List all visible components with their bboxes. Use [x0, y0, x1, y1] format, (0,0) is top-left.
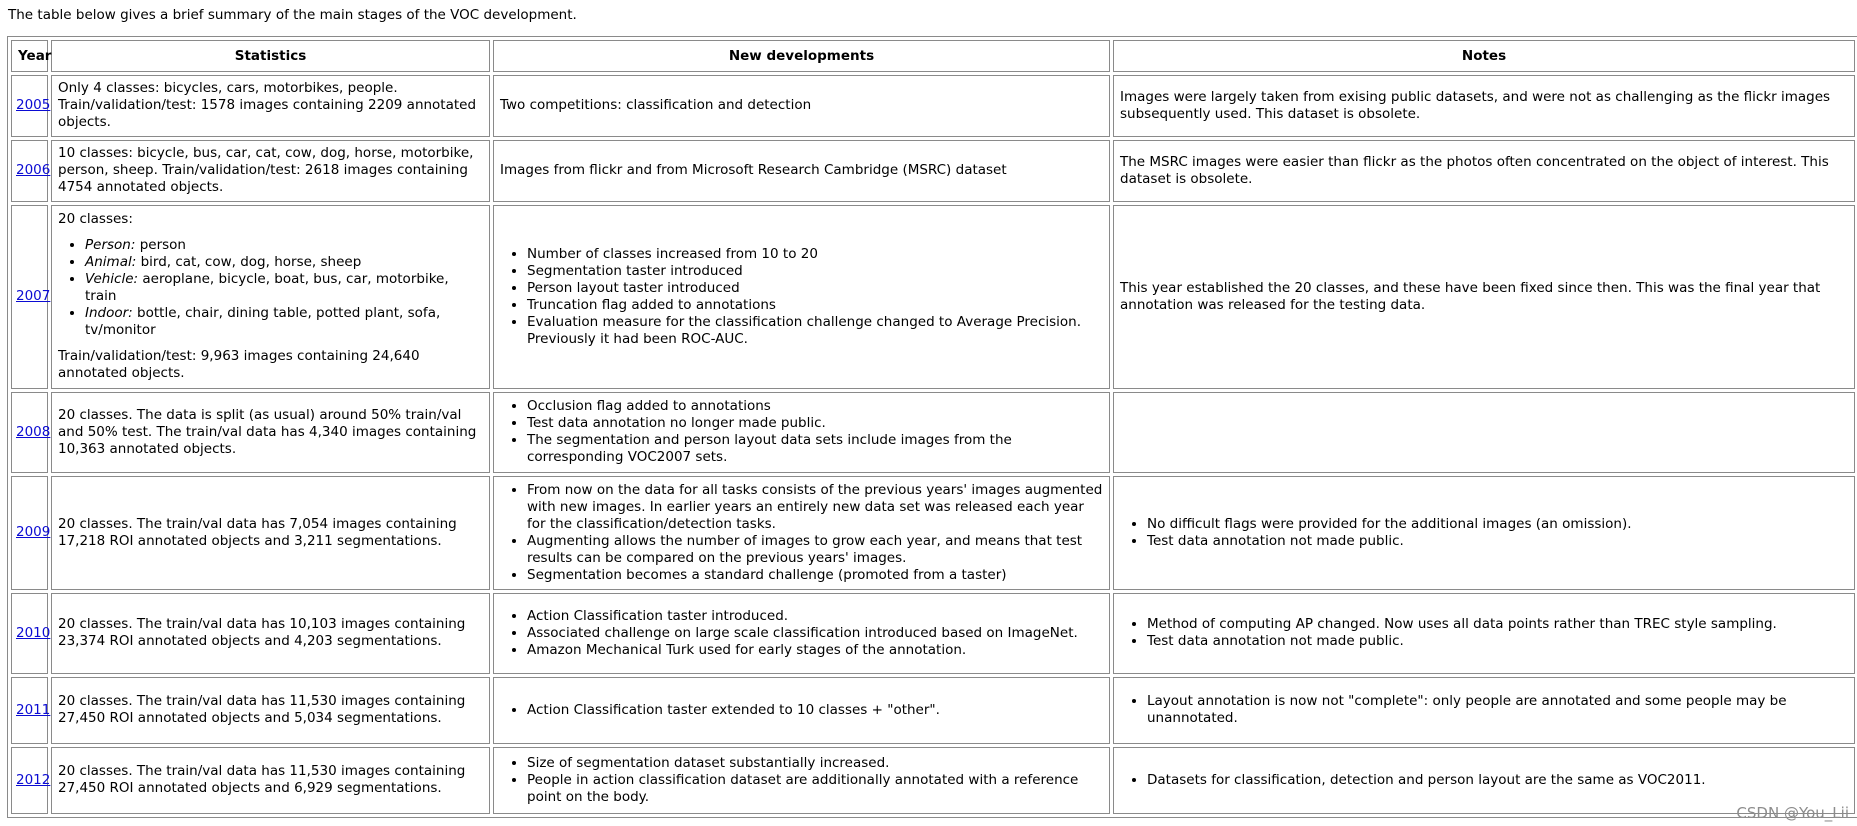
category-items: person: [139, 237, 186, 254]
statistics-intro: 20 classes:: [58, 211, 133, 228]
category-items: aeroplane, bicycle, boat, bus, car, motorbike, train: [85, 271, 449, 305]
statistics-cell: 20 classes. The train/val data has 7,054 images containing 17,218 ROI annotated objects and 3,211 segmentations.: [51, 476, 490, 590]
year-cell: [11, 747, 51, 814]
header-year: Year: [11, 40, 48, 72]
list-item: • Test data annotation not made public.: [1147, 533, 1848, 550]
notes-cell: [1113, 392, 1855, 473]
list-item: • Layout annotation is now not "complete": only people are annotated and some people may be unannotated.: [1147, 693, 1848, 727]
table-row: [11, 140, 1855, 202]
notes-list: [1120, 772, 1848, 789]
intro-text: The table below gives a brief summary of the main stages of the VOC development.: [8, 7, 577, 23]
header-new-developments: New developments: [493, 40, 1110, 72]
list-item: • Person layout taster introduced: [527, 280, 1103, 297]
list-item: • Occlusion flag added to annotations: [527, 398, 1103, 415]
statistics-outro: Train/validation/test: 9,963 images containing 24,640 annotated objects.: [58, 348, 420, 382]
list-item: • No difficult flags were provided for the additional images (an omission).: [1147, 516, 1848, 533]
class-category-list: [58, 237, 483, 339]
developments-list: [500, 702, 1103, 719]
list-item: • Action Classification taster extended to 10 classes + "other".: [527, 702, 1103, 719]
notes-list: [1120, 693, 1848, 727]
year-link-2011[interactable]: 2011: [16, 701, 51, 718]
table-row: [11, 677, 1855, 744]
year-cell: [11, 205, 51, 389]
developments-list: [500, 755, 1103, 806]
year-link-2010[interactable]: 2010: [16, 624, 51, 641]
year-cell: [11, 140, 51, 202]
list-item: • The segmentation and person layout data sets include images from the corresponding VOC2007 sets.: [527, 432, 1103, 466]
developments-list: [500, 398, 1103, 466]
table-row: [11, 747, 1855, 814]
year-cell: [11, 677, 51, 744]
list-item: • Datasets for classification, detection and person layout are the same as VOC2011.: [1147, 772, 1848, 789]
list-item: • Test data annotation no longer made public.: [527, 415, 1103, 432]
statistics-cell: 20 classes. The train/val data has 10,103 images containing 23,374 ROI annotated objects and 4,203 segmentations.: [51, 593, 490, 674]
developments-list: [500, 608, 1103, 659]
list-item: • Method of computing AP changed. Now uses all data points rather than TREC style sampling.: [1147, 616, 1848, 633]
category-name: Vehicle:: [85, 271, 139, 288]
year-link-2007[interactable]: 2007: [16, 288, 51, 305]
year-cell: [11, 476, 51, 590]
category-name: Animal:: [85, 254, 137, 271]
year-cell: [11, 593, 51, 674]
year-link-2005[interactable]: 2005: [16, 97, 51, 114]
list-item: • From now on the data for all tasks consists of the previous years' images augmented with new images. In earlier years an entirely new data set was released each year for the classification/detection tasks.: [527, 482, 1103, 533]
notes-cell: Images were largely taken from exising public datasets, and were not as challenging as the flickr images subsequently used. This dataset is obsolete.: [1113, 75, 1855, 137]
developments-cell: Two competitions: classification and detection: [493, 75, 1110, 137]
list-item: • Amazon Mechanical Turk used for early stages of the annotation.: [527, 642, 1103, 659]
statistics-cell: [51, 205, 490, 389]
table-row: [11, 392, 1855, 473]
notes-cell: This year established the 20 classes, and these have been fixed since then. This was the final year that annotation was released for the testing data.: [1113, 205, 1855, 389]
category-name: Person:: [85, 237, 136, 254]
category-name: Indoor:: [85, 305, 133, 322]
table-row: [11, 205, 1855, 389]
category-items: bird, cat, cow, dog, horse, sheep: [140, 254, 362, 271]
list-item: • Action Classification taster introduced.: [527, 608, 1103, 625]
notes-list: [1120, 616, 1848, 650]
statistics-cell: Only 4 classes: bicycles, cars, motorbikes, people. Train/validation/test: 1578 images containing 2209 annotated objects.: [51, 75, 490, 137]
developments-cell: [493, 205, 1110, 389]
notes-cell: [1113, 593, 1855, 674]
notes-cell: The MSRC images were easier than flickr as the photos often concentrated on the object of interest. This dataset is obsolete.: [1113, 140, 1855, 202]
list-item: • Test data annotation not made public.: [1147, 633, 1848, 650]
developments-cell: Images from flickr and from Microsoft Research Cambridge (MSRC) dataset: [493, 140, 1110, 202]
statistics-cell: 20 classes. The train/val data has 11,530 images containing 27,450 ROI annotated objects and 6,929 segmentations.: [51, 747, 490, 814]
developments-list: [500, 246, 1103, 348]
list-item: • Number of classes increased from 10 to 20: [527, 246, 1103, 263]
table-row: [11, 593, 1855, 674]
developments-cell: [493, 677, 1110, 744]
notes-cell: [1113, 677, 1855, 744]
voc-summary-table: [7, 36, 1857, 818]
list-item: [85, 305, 483, 339]
table-row: [11, 476, 1855, 590]
header-row: [11, 40, 1855, 72]
year-cell: [11, 392, 51, 473]
year-link-2009[interactable]: 2009: [16, 524, 51, 541]
table-row: [11, 75, 1855, 137]
statistics-cell: 10 classes: bicycle, bus, car, cat, cow, dog, horse, motorbike, person, sheep. Train/validation/test: 2618 images containing 4754 annotated objects.: [51, 140, 490, 202]
developments-list: [500, 482, 1103, 584]
header-notes: Notes: [1113, 40, 1855, 72]
list-item: • Size of segmentation dataset substantially increased.: [527, 755, 1103, 772]
developments-cell: [493, 747, 1110, 814]
list-item: • Truncation flag added to annotations: [527, 297, 1103, 314]
notes-cell: [1113, 476, 1855, 590]
category-items: bottle, chair, dining table, potted plant, sofa, tv/monitor: [85, 305, 441, 339]
header-statistics: Statistics: [51, 40, 490, 72]
statistics-cell: 20 classes. The train/val data has 11,530 images containing 27,450 ROI annotated objects and 5,034 segmentations.: [51, 677, 490, 744]
list-item: [85, 271, 483, 305]
list-item: • People in action classification dataset are additionally annotated with a reference point on the body.: [527, 772, 1103, 806]
year-link-2012[interactable]: 2012: [16, 771, 51, 788]
notes-list: [1120, 516, 1848, 550]
developments-cell: [493, 476, 1110, 590]
year-link-2006[interactable]: 2006: [16, 162, 51, 179]
developments-cell: [493, 593, 1110, 674]
list-item: [85, 254, 483, 271]
year-link-2008[interactable]: 2008: [16, 423, 51, 440]
list-item: • Augmenting allows the number of images to grow each year, and means that test results can be compared on the previous years' images.: [527, 533, 1103, 567]
year-cell: [11, 75, 51, 137]
list-item: • Evaluation measure for the classification challenge changed to Average Precision. Previously it had been ROC-AUC.: [527, 314, 1103, 348]
statistics-cell: 20 classes. The data is split (as usual) around 50% train/val and 50% test. The train/val data has 4,340 images containing 10,363 annotated objects.: [51, 392, 490, 473]
list-item: [85, 237, 483, 254]
developments-cell: [493, 392, 1110, 473]
watermark: CSDN @You_Lii: [1736, 804, 1849, 822]
list-item: • Segmentation becomes a standard challenge (promoted from a taster): [527, 567, 1103, 584]
list-item: • Segmentation taster introduced: [527, 263, 1103, 280]
list-item: • Associated challenge on large scale classification introduced based on ImageNet.: [527, 625, 1103, 642]
